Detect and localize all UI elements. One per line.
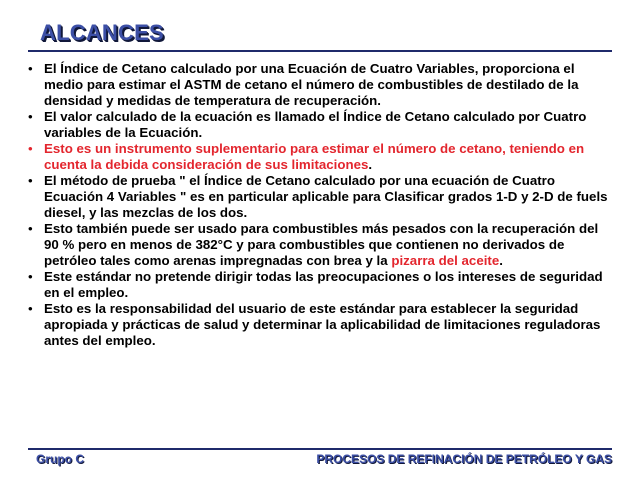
bullet-text-tail: . (499, 253, 503, 268)
bullet-item (26, 221, 616, 269)
footer-group-label: Grupo C (36, 452, 84, 466)
bullet-text: El valor calculado de la ecuación es llamado el Índice de Cetano calculado por Cuatro variables de la Ecuación. (44, 109, 587, 140)
footer-course-label: PROCESOS DE REFINACIÓN DE PETRÓLEO Y GAS (316, 452, 612, 466)
bullet-list (26, 61, 616, 349)
bullet-text: El método de prueba " el Índice de Cetano calculado por una ecuación de Cuatro Ecuación 4 Variables " es en particular aplicable para Clasificar grados 1-D y 2-D de fuels diesel, y las mezclas de los dos. (44, 173, 608, 220)
bullet-dot-icon: • (28, 109, 33, 124)
bullet-dot-icon: • (28, 61, 33, 76)
bullet-text: Esto es la responsabilidad del usuario de este estándar para establecer la seguridad apropiada y prácticas de salud y determinar la aplicabilidad de limitaciones reguladoras antes del empleo. (44, 301, 601, 348)
bullet-dot-icon: • (28, 269, 33, 284)
bullet-dot-icon: • (28, 301, 33, 316)
bullet-text: Esto también puede ser usado para combustibles más pesados con la recuperación del 90 % pero en menos de 382°C y para combustibles que contienen no derivados de petróleo tales como arenas impregnadas con brea y la (44, 221, 599, 268)
title-divider (28, 50, 612, 52)
footer-divider (28, 448, 612, 450)
bullet-text: Este estándar no pretende dirigir todas las preocupaciones o los intereses de seguridad en el empleo. (44, 269, 603, 300)
bullet-item (26, 269, 616, 301)
bullet-item (26, 109, 616, 141)
bullet-item (26, 141, 616, 173)
bullet-item (26, 61, 616, 109)
slide-title: ALCANCES (40, 20, 164, 45)
bullet-text-highlight: Esto es un instrumento suplementario para estimar el número de cetano, teniendo en cuenta la debida consideración de sus limitaciones (44, 141, 585, 172)
bullet-text: El Índice de Cetano calculado por una Ecuación de Cuatro Variables, proporciona el medio para estimar el ASTM de cetano el número de combustibles de destilado de la densidad y medidas de temperatura de recuperación. (44, 61, 579, 108)
bullet-text-tail: . (368, 157, 373, 172)
bullet-dot-icon: • (28, 173, 33, 188)
bullet-item (26, 173, 616, 221)
bullet-dot-icon: • (28, 141, 33, 156)
bullet-dot-icon: • (28, 221, 33, 236)
bullet-text-highlight: pizarra del aceite (391, 253, 500, 268)
bullet-item (26, 301, 616, 349)
